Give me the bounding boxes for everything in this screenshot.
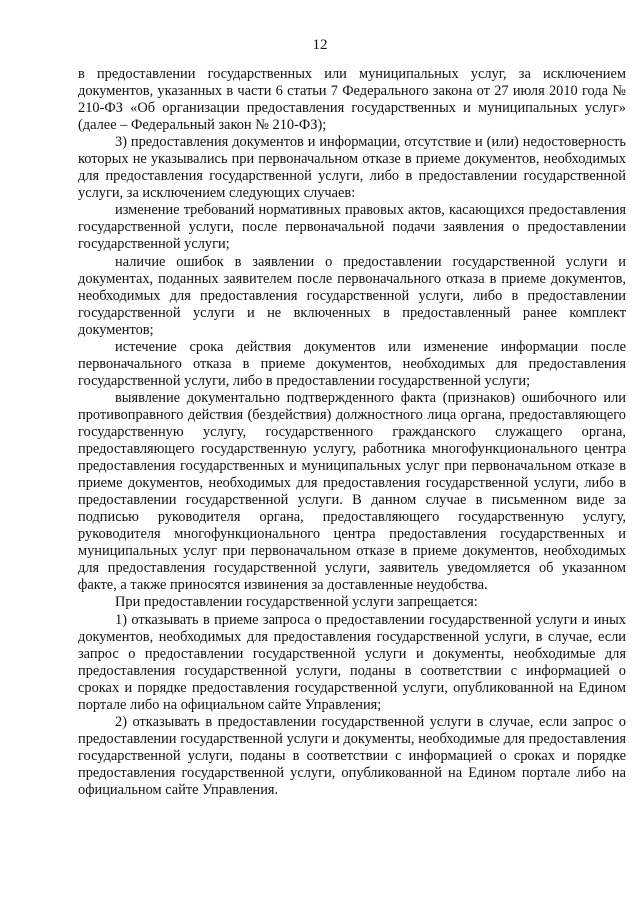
document-body bbox=[78, 66, 626, 799]
paragraph-exception-errors: наличие ошибок в заявлении о предоставлении государственной услуги и документах, поданных заявителем после первоначального отказа в приеме документов, необходимых для предоставления государственной услуги, либо в предоставлении государственной услуги и не включенных в предоставленный ранее комплект документов; bbox=[78, 253, 626, 338]
paragraph-prohibition-2: 2) отказывать в предоставлении государственной услуги в случае, если запрос о предоставлении государственной услуги и документы, необходимые для предоставления государственной услуги, поданы в соответствии с информацией о сроках и порядке предоставления государственной услуги, опубликованной на Едином портале либо на официальном сайте Управления. bbox=[78, 713, 626, 798]
paragraph-item-3: 3) предоставления документов и информации, отсутствие и (или) недостоверность которых не указывались при первоначальном отказе в приеме документов, необходимых для предоставления государственной услуги, либо в предоставлении государственной услуги, за исключением следующих случаев: bbox=[78, 134, 626, 202]
paragraph-prohibitions-heading: При предоставлении государственной услуги запрещается: bbox=[115, 594, 478, 611]
paragraph-prohibition-1: 1) отказывать в приеме запроса о предоставлении государственной услуги и иных документов, необходимых для предоставления государственной услуги, в случае, если запрос о предоставлении государственной услуги и документы, необходимые для предоставления государственной услуги, поданы в соответствии с информацией о сроках и порядке предоставления государственной услуги, опубликованной на Едином портале либо на официальном сайте Управления; bbox=[78, 611, 626, 713]
paragraph-exception-unlawful-action: выявление документально подтвержденного факта (признаков) ошибочного или противоправного действия (бездействия) должностного лица органа, предоставляющего государственную услугу, государственного гражданского служащего органа, предоставляющего государственную услугу, работника многофункционального центра предоставления государственных и муниципальных услуг при первоначальном отказе в приеме документов, необходимых для предоставления государственной услуги, либо в предоставлении государственной услуги. В данном случае в письменном виде за подписью руководителя органа, предоставляющего государственную услугу, руководителя многофункционального центра предоставления государственных и муниципальных услуг при первоначальном отказе в приеме документов, необходимых для предоставления государственной услуги, заявитель уведомляется об указанном факте, а также приносятся извинения за доставленные неудобства. bbox=[78, 389, 626, 594]
paragraph-continuation: в предоставлении государственных или муниципальных услуг, за исключением документов, указанных в части 6 статьи 7 Федерального закона от 27 июля 2010 года № 210-ФЗ «Об организации предоставления государственных и муниципальных услуг» (далее – Федеральный закон № 210-ФЗ); bbox=[78, 66, 626, 134]
page-number: 12 bbox=[312, 37, 328, 53]
paragraph-exception-expiry: истечение срока действия документов или изменение информации после первоначального отказа в приеме документов, необходимых для предоставления государственной услуги, либо в предоставлении государственной услуги; bbox=[78, 338, 626, 389]
paragraph-exception-legal-change: изменение требований нормативных правовых актов, касающихся предоставления государственной услуги, после первоначальной подачи заявления о предоставлении государственной услуги; bbox=[78, 202, 626, 253]
